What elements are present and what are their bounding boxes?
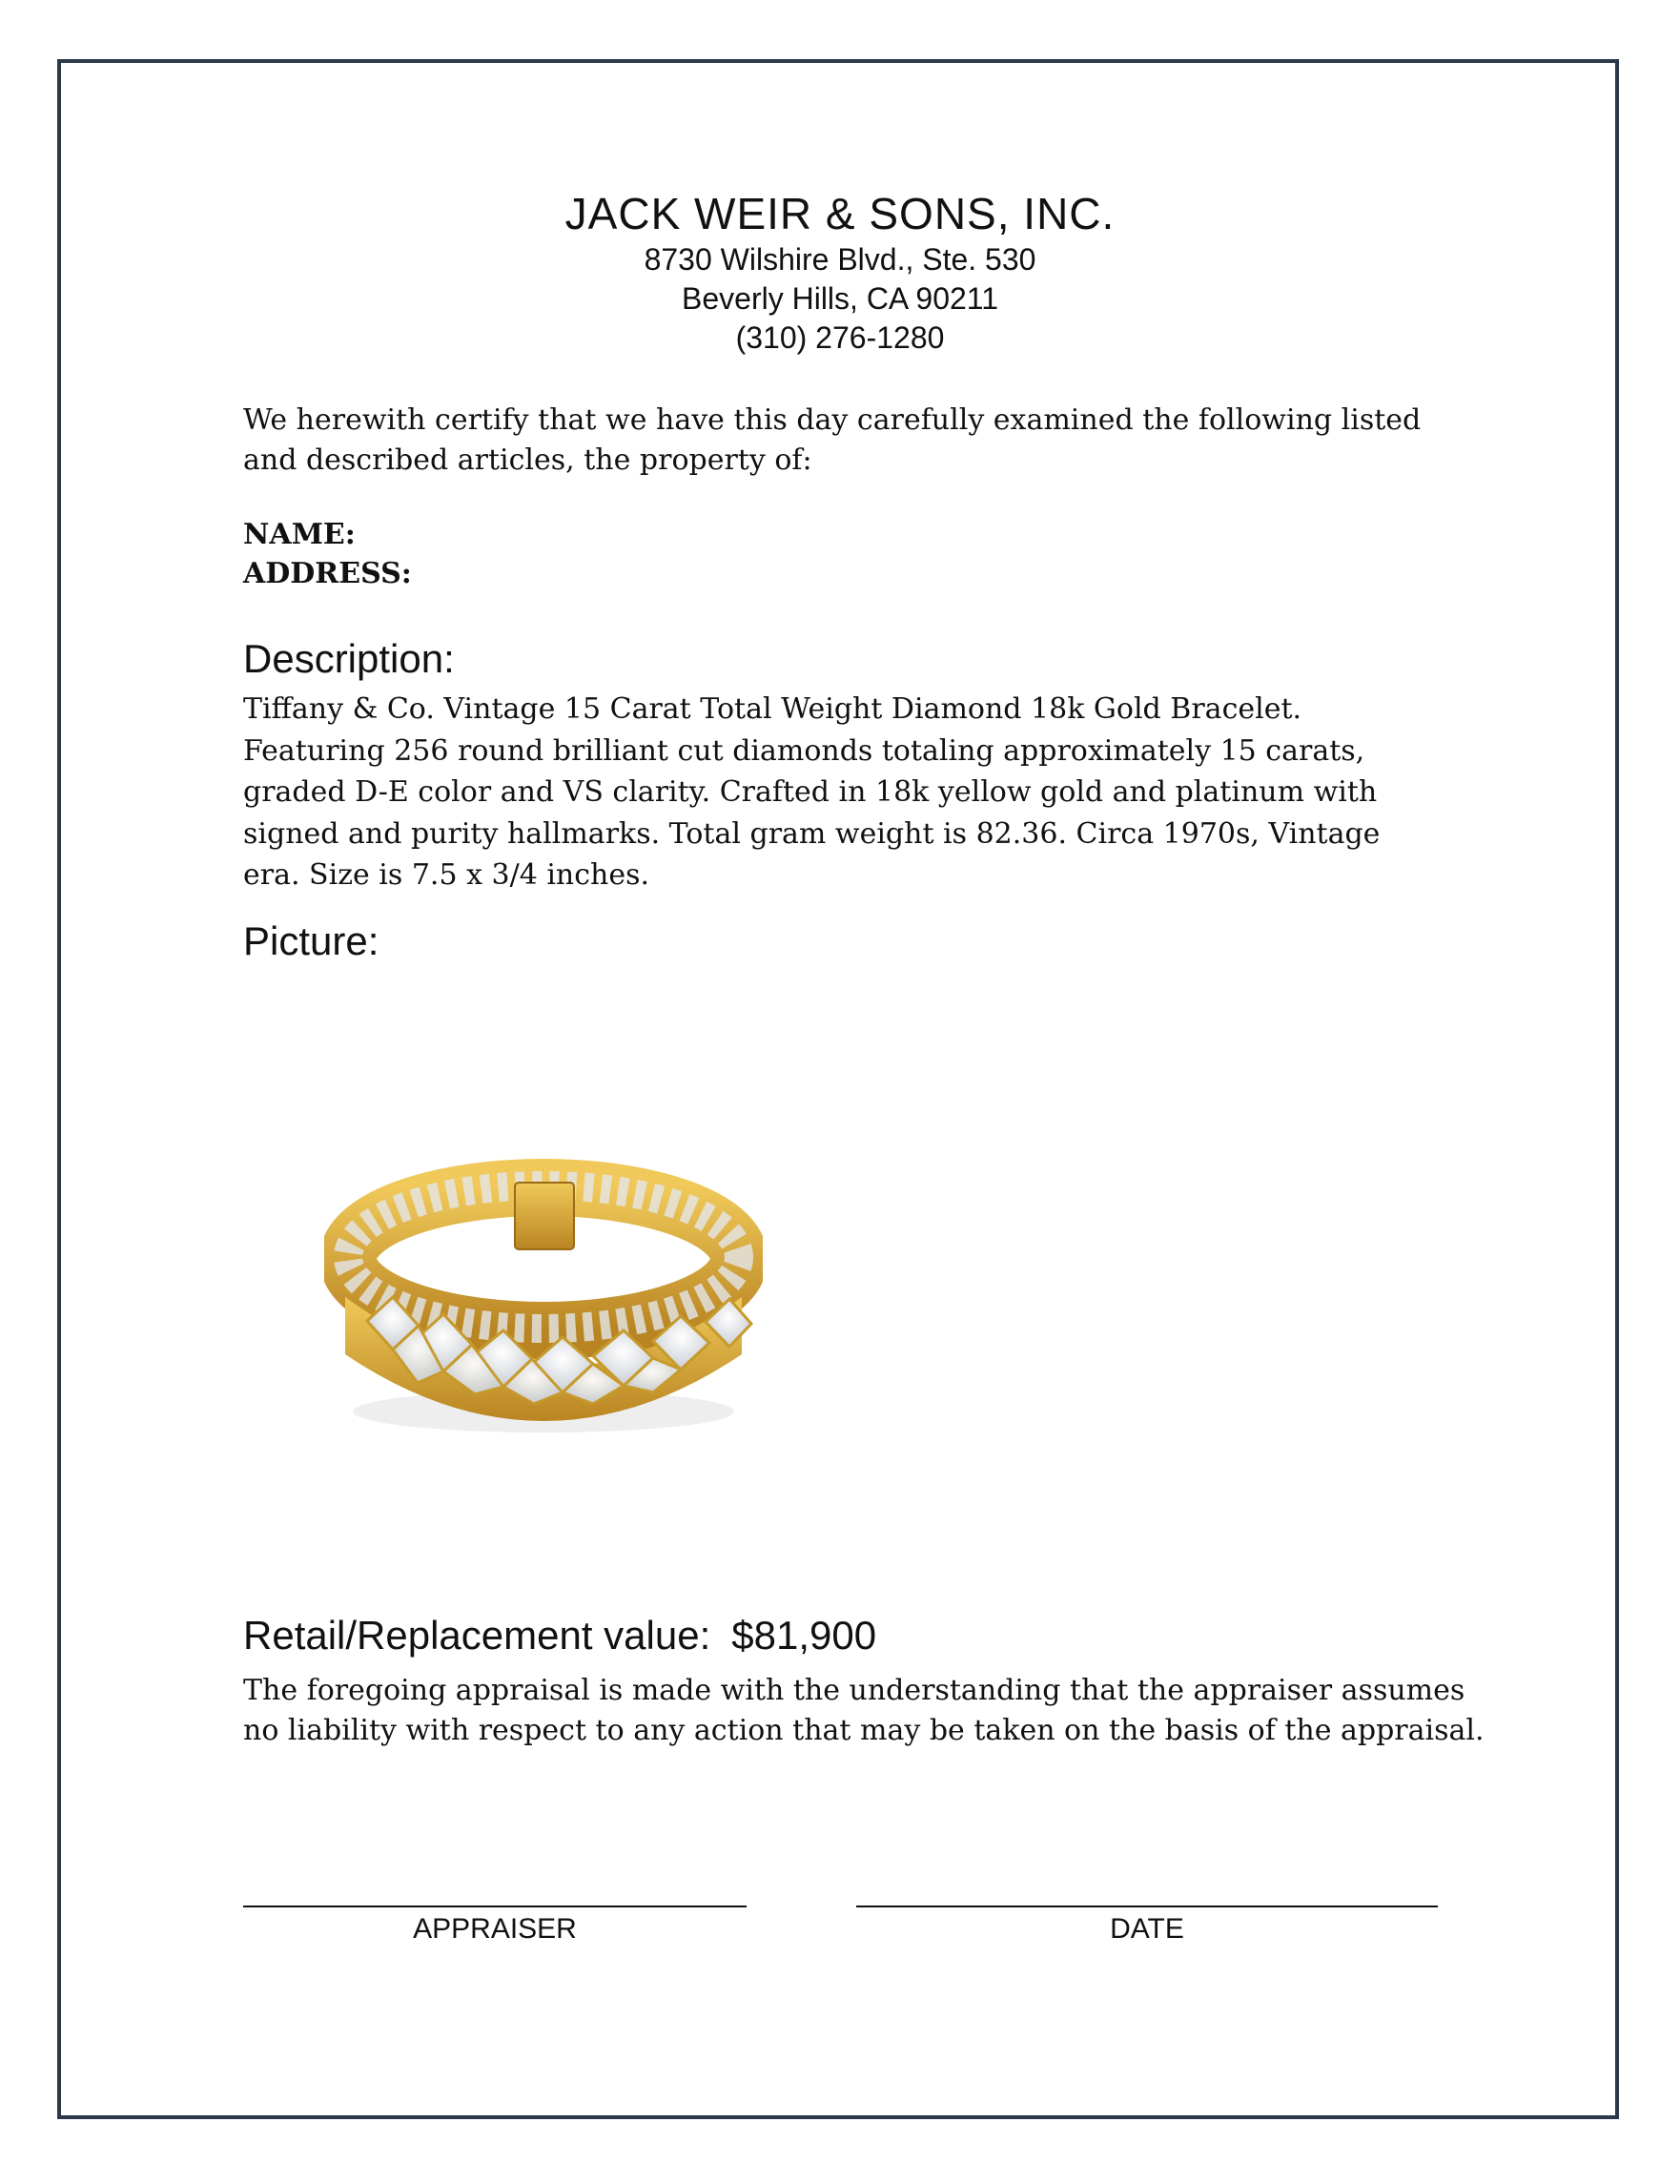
company-name: JACK WEIR & SONS, INC. <box>564 189 1116 238</box>
certify-statement: We herewith certify that we have this day carefully examined the following listed and described articles, the property of: <box>243 403 1422 477</box>
letterhead <box>0 187 1680 358</box>
appraiser-signature-line <box>243 1906 747 1907</box>
owner-fields <box>243 515 1483 593</box>
name-label: NAME: <box>243 518 356 551</box>
page-border <box>57 59 1619 2119</box>
date-signature-line <box>856 1906 1438 1907</box>
address-label: ADDRESS: <box>243 557 412 590</box>
value-label: Retail/Replacement value: <box>243 1613 711 1658</box>
phone-number: (310) 276-1280 <box>735 320 945 355</box>
disclaimer-text: The foregoing appraisal is made with the understanding that the appraiser assumes no liability with respect to any action that may be taken on the basis of the appraisal. <box>243 1674 1485 1747</box>
picture-heading: Picture: <box>243 918 379 963</box>
appraiser-label: APPRAISER <box>413 1913 577 1945</box>
value-line <box>243 1612 897 1659</box>
bracelet-photo <box>324 1154 763 1459</box>
address-line-1: 8730 Wilshire Blvd., Ste. 530 <box>644 242 1036 277</box>
description-heading: Description: <box>243 636 455 681</box>
description-text: Tiffany & Co. Vintage 15 Carat Total Weight Diamond 18k Gold Bracelet. Featuring 256 round brilliant cut diamonds totaling approximately 15 carats, graded D-E color and VS clarity. Crafted in 18k yellow gold and platinum with signed and purity hallmarks. Total gram weight is 82.36. Circa 1970s, Vintage era. Size is 7.5 x 3/4 inches. <box>243 692 1381 892</box>
date-label: DATE <box>1110 1913 1184 1945</box>
address-line-2: Beverly Hills, CA 90211 <box>682 281 998 316</box>
value-amount: $81,900 <box>731 1613 877 1658</box>
